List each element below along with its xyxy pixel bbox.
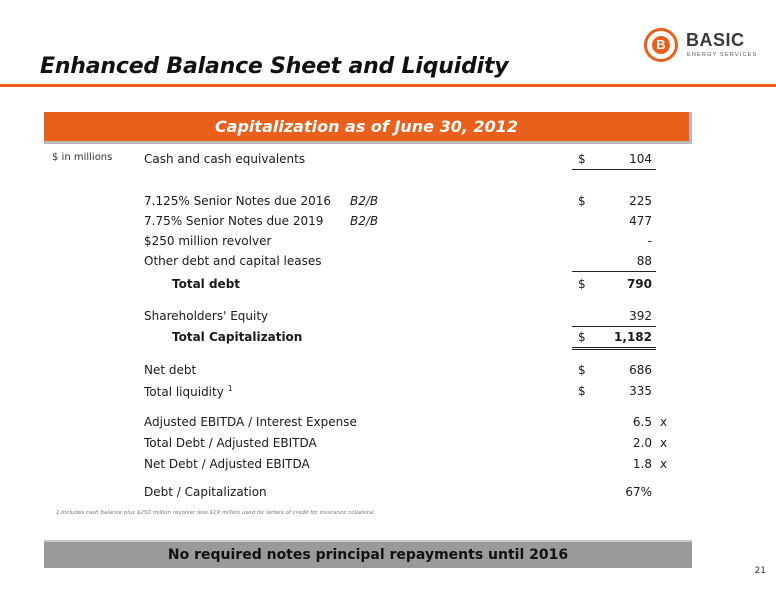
row-value: 2.0: [632, 436, 652, 450]
title-divider: [0, 84, 776, 87]
table-row-net-debt: [0, 363, 776, 381]
row-value: -: [647, 234, 652, 248]
footnote: 1 Includes cash balance plus $250 million revolver less $19 million used for letters of credit for insurance collateral.: [56, 510, 376, 516]
company-logo: [644, 26, 772, 66]
units-label: $ in millions: [52, 152, 113, 163]
page-title: Enhanced Balance Sheet and Liquidity: [40, 54, 509, 79]
table-row-revolver: [0, 234, 776, 252]
row-value: 477: [629, 214, 652, 228]
row-value: 1.8: [632, 457, 652, 471]
row-value: 1,182: [614, 330, 652, 344]
credit-rating: B2/B: [350, 214, 379, 228]
footnote-ref: 1: [227, 384, 233, 393]
currency-symbol: $: [578, 330, 586, 344]
row-label: 7.125% Senior Notes due 2016: [144, 194, 332, 208]
table-row-total-debt: [0, 277, 776, 295]
row-label: Total liquidity $^1$: [144, 384, 233, 399]
currency-symbol: $: [578, 152, 586, 166]
subtotal-underline: [572, 271, 656, 272]
ratio-suffix: x: [660, 415, 668, 429]
row-value: 686: [629, 363, 652, 377]
row-label: Shareholders' Equity: [144, 309, 269, 323]
ratio-suffix: x: [660, 436, 668, 450]
row-label: Other debt and capital leases: [144, 254, 322, 268]
logo-tagline: ENERGY SERVICES: [687, 52, 758, 58]
row-value: 335: [629, 384, 652, 398]
currency-symbol: $: [578, 194, 586, 208]
row-label: Total Capitalization: [172, 330, 303, 344]
table-row-cash: [0, 152, 776, 170]
table-row-netdebt-ebitda: [0, 457, 776, 475]
row-label: Net debt: [144, 363, 197, 377]
table-row-total-liquidity: [0, 384, 776, 402]
table-row-total-capitalization: [0, 330, 776, 348]
table-row-equity: [0, 309, 776, 327]
logo-mark-icon: [644, 28, 678, 62]
logo-wordmark: BASIC: [686, 30, 745, 50]
total-double-underline: [572, 349, 656, 350]
table-header-banner: Capitalization as of June 30, 2012: [44, 112, 692, 144]
table-row-ebitda-interest: [0, 415, 776, 433]
row-value: 88: [636, 254, 652, 268]
row-value: 790: [626, 277, 652, 291]
row-label: Adjusted EBITDA / Interest Expense: [144, 415, 357, 429]
currency-symbol: $: [578, 363, 586, 377]
row-value: 225: [629, 194, 652, 208]
subtotal-underline: [572, 326, 656, 327]
total-underline: [572, 347, 656, 348]
row-label: Cash and cash equivalents: [144, 152, 306, 166]
ratio-suffix: x: [660, 457, 668, 471]
row-label: $250 million revolver: [144, 234, 272, 248]
row-label: Debt / Capitalization: [144, 485, 267, 499]
currency-symbol: $: [578, 277, 586, 291]
row-label: Total debt: [172, 277, 241, 291]
row-value: 104: [629, 152, 652, 166]
credit-rating: B2/B: [350, 194, 379, 208]
row-value: 67%: [625, 485, 652, 499]
row-value: 392: [629, 309, 652, 323]
row-label: 7.75% Senior Notes due 2019: [144, 214, 324, 228]
row-label: Net Debt / Adjusted EBITDA: [144, 457, 310, 471]
row-value: 6.5: [632, 415, 652, 429]
table-row-other-debt: [0, 254, 776, 272]
logo-mark-letter: B: [652, 36, 670, 54]
table-row-debt-capitalization: [0, 485, 776, 503]
currency-symbol: $: [578, 384, 586, 398]
table-row-debt-ebitda: [0, 436, 776, 454]
subtotal-underline: [572, 169, 656, 170]
table-row-notes-2019: [0, 214, 776, 232]
callout-banner: No required notes principal repayments until 2016: [44, 540, 692, 568]
row-label: Total Debt / Adjusted EBITDA: [144, 436, 317, 450]
table-row-notes-2016: [0, 194, 776, 212]
page-number: 21: [754, 566, 766, 576]
